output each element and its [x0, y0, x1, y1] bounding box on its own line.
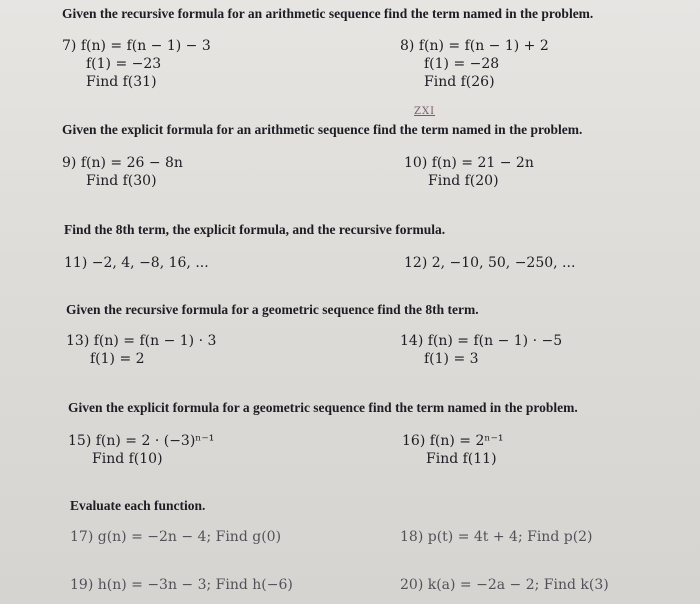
problem-10-find: Find f(20) [428, 173, 499, 189]
section4-heading: Given the recursive formula for a geometric sequence find the 8th term. [66, 302, 479, 317]
problem-9-find: Find f(30) [86, 173, 157, 189]
problem-7 [62, 37, 211, 91]
section3-heading: Find the 8th term, the explicit formula, and the recursive formula. [64, 222, 446, 237]
problem-15 [68, 432, 214, 468]
problem-10 [404, 154, 534, 190]
section1-heading: Given the recursive formula for an arithmetic sequence find the term named in the problem. [62, 6, 594, 21]
watermark-text: ZXI [414, 106, 436, 117]
problem-8-find: Find f(26) [424, 74, 495, 90]
problem-16 [402, 432, 503, 468]
problem-9-formula: 9) f(n) = 26 − 8n [62, 155, 183, 171]
problem-7-formula: 7) f(n) = f(n − 1) − 3 [62, 38, 211, 54]
problem-16-formula: 16) f(n) = 2ⁿ⁻¹ [402, 433, 504, 449]
problem-7-initial: f(1) = −23 [86, 56, 162, 72]
problem-14-initial: f(1) = 3 [424, 351, 479, 367]
problem-18: 18) p(t) = 4t + 4; Find p(2) [400, 529, 593, 545]
problem-8-formula: 8) f(n) = f(n − 1) + 2 [400, 38, 549, 54]
problem-13-formula: 13) f(n) = f(n − 1) · 3 [66, 333, 217, 349]
section6-heading: Evaluate each function. [70, 498, 206, 513]
problem-13 [66, 332, 216, 368]
problem-15-find: Find f(10) [92, 451, 163, 467]
problem-8 [400, 37, 549, 91]
problem-13-initial: f(1) = 2 [90, 351, 145, 367]
problem-12: 12) 2, −10, 50, −250, ... [404, 255, 576, 271]
problem-11: 11) −2, 4, −8, 16, ... [64, 255, 209, 271]
problem-14-formula: 14) f(n) = f(n − 1) · −5 [400, 333, 563, 349]
problem-20: 20) k(a) = −2a − 2; Find k(3) [400, 577, 609, 593]
section5-heading: Given the explicit formula for a geometric sequence find the term named in the problem. [68, 400, 578, 415]
problem-14 [400, 332, 562, 368]
problem-17: 17) g(n) = −2n − 4; Find g(0) [70, 529, 282, 545]
problem-7-find: Find f(31) [86, 74, 157, 90]
problem-8-initial: f(1) = −28 [424, 56, 500, 72]
section2-heading: Given the explicit formula for an arithmetic sequence find the term named in the problem. [62, 122, 583, 137]
problem-9 [62, 154, 183, 190]
problem-16-find: Find f(11) [426, 451, 497, 467]
problem-10-formula: 10) f(n) = 21 − 2n [404, 155, 534, 171]
problem-19: 19) h(n) = −3n − 3; Find h(−6) [70, 577, 293, 593]
problem-15-formula: 15) f(n) = 2 · (−3)ⁿ⁻¹ [68, 433, 215, 449]
